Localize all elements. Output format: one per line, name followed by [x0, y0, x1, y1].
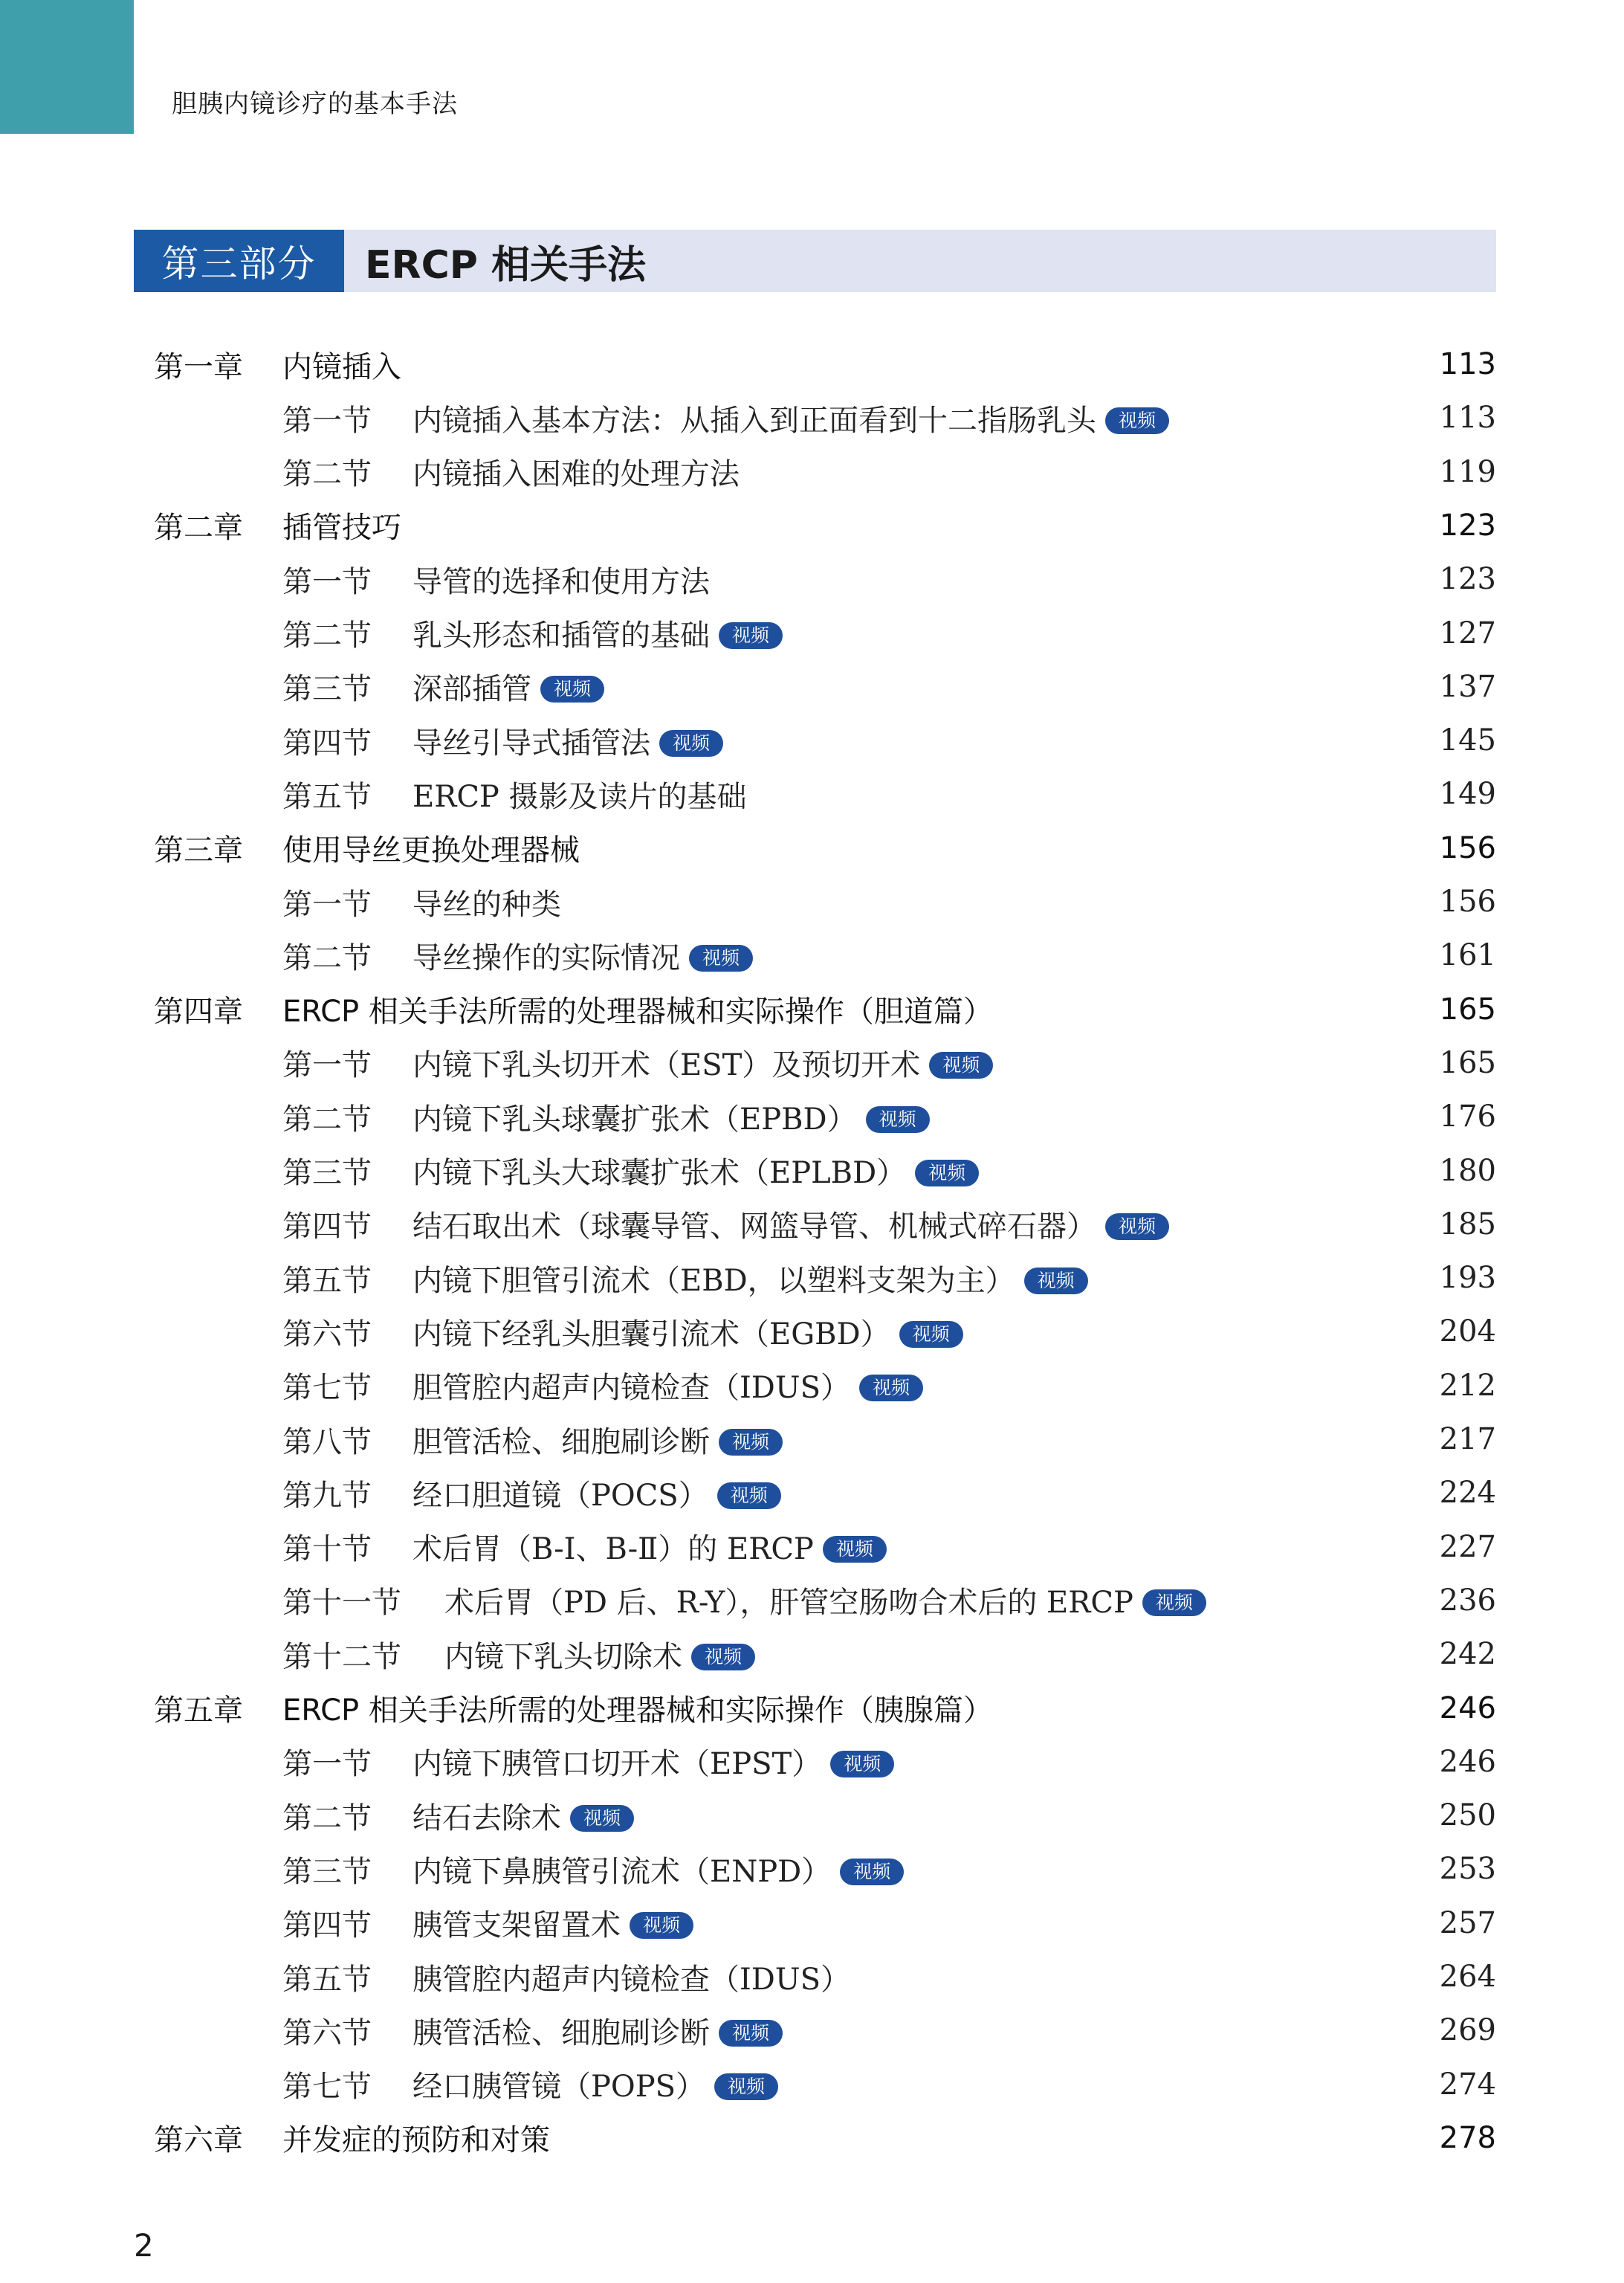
chapter-title — [282, 343, 401, 386]
section-page: 236 — [1439, 1583, 1496, 1618]
video-badge[interactable]: 视频 — [719, 1429, 783, 1456]
section-number: 第二节 — [282, 1801, 372, 1835]
section-number: 第一节 — [282, 403, 372, 438]
section-number: 第四节 — [282, 1908, 372, 1943]
chapter-page: 278 — [1439, 2120, 1496, 2155]
toc-section-row[interactable] — [0, 445, 1624, 499]
section-number: 第二节 — [282, 457, 372, 492]
section-page: 119 — [1439, 454, 1496, 489]
chapter-title — [282, 827, 580, 869]
section-title-text: 结石取出术（球囊导管、网篮导管、机械式碎石器） — [413, 1210, 1096, 1244]
section-number: 第一节 — [282, 1747, 372, 1782]
toc-chapter-row[interactable] — [0, 1682, 1624, 1735]
section-number: 第一节 — [282, 887, 372, 922]
section-title — [413, 558, 710, 601]
section-title — [413, 1149, 979, 1192]
section-number: 第五节 — [282, 1263, 372, 1298]
chapter-title-text: 并发症的预防和对策 — [282, 2123, 550, 2158]
toc-section-row[interactable] — [0, 1574, 1624, 1627]
video-badge[interactable]: 视频 — [830, 1751, 894, 1777]
section-title — [413, 720, 723, 762]
toc-chapter-row[interactable] — [0, 983, 1624, 1036]
toc-section-row[interactable] — [0, 2058, 1624, 2111]
video-badge[interactable]: 视频 — [689, 945, 753, 972]
section-number: 第八节 — [282, 1424, 372, 1459]
video-badge[interactable]: 视频 — [899, 1321, 963, 1348]
section-number: 第六节 — [282, 2015, 372, 2050]
section-page: 149 — [1439, 777, 1496, 812]
section-title — [413, 1203, 1169, 1245]
chapter-title — [282, 988, 993, 1030]
section-number: 第一节 — [282, 564, 372, 599]
section-number: 第二节 — [282, 1102, 372, 1137]
section-number: 第一节 — [282, 1048, 372, 1083]
video-badge[interactable]: 视频 — [659, 730, 723, 757]
section-page: 212 — [1439, 1368, 1496, 1403]
chapter-title-text: 插管技巧 — [282, 511, 401, 546]
section-title-text: 内镜下胆管引流术（EBD，以塑料支架为主） — [413, 1263, 1015, 1298]
section-page: 180 — [1439, 1153, 1496, 1188]
video-badge[interactable]: 视频 — [840, 1859, 904, 1885]
section-page: 145 — [1439, 723, 1496, 758]
section-title-text: 导丝的种类 — [413, 887, 561, 922]
chapter-title-text: 内镜插入 — [282, 349, 401, 384]
chapter-number: 第二章 — [154, 511, 243, 546]
section-title — [413, 1364, 923, 1407]
corner-tab — [0, 0, 134, 134]
section-page: 204 — [1439, 1314, 1496, 1349]
section-number: 第四节 — [282, 1210, 372, 1244]
section-title-text: 内镜下鼻胰管引流术（ENPD） — [413, 1854, 832, 1889]
section-title — [413, 1848, 904, 1890]
running-head: 胆胰内镜诊疗的基本手法 — [172, 89, 458, 119]
section-title-text: 内镜下乳头球囊扩张术（EPBD） — [413, 1102, 857, 1137]
toc-section-row[interactable] — [0, 1896, 1624, 1950]
section-title — [413, 773, 747, 816]
section-page: 193 — [1439, 1261, 1496, 1296]
section-title-text: 胰管支架留置术 — [413, 1908, 621, 1943]
toc-section-row[interactable] — [0, 1789, 1624, 1842]
section-page: 161 — [1439, 938, 1496, 973]
chapter-page: 123 — [1439, 508, 1496, 543]
chapter-number: 第四章 — [154, 995, 243, 1030]
section-title — [413, 934, 753, 977]
video-badge[interactable]: 视频 — [1105, 407, 1169, 434]
chapter-number: 第五章 — [154, 1693, 243, 1728]
video-badge[interactable]: 视频 — [823, 1536, 887, 1563]
chapter-number: 第六章 — [154, 2123, 243, 2158]
section-title-text: 胰管腔内超声内镜检查（IDUS） — [413, 1962, 850, 1997]
video-badge[interactable]: 视频 — [1142, 1589, 1206, 1616]
video-badge[interactable]: 视频 — [1024, 1268, 1088, 1294]
toc-section-row[interactable] — [0, 1466, 1624, 1520]
section-title-text: 胆管腔内超声内镜检查（IDUS） — [413, 1371, 850, 1406]
section-title-text: 导丝操作的实际情况 — [413, 940, 680, 975]
section-title-text: 经口胆道镜（POCS） — [413, 1478, 708, 1513]
toc-section-row[interactable] — [0, 1144, 1624, 1198]
chapter-page: 246 — [1439, 1691, 1496, 1725]
video-badge[interactable]: 视频 — [570, 1805, 634, 1832]
toc-section-row[interactable] — [0, 1359, 1624, 1412]
section-title-text: 术后胃（B-Ⅰ、B-Ⅱ）的 ERCP — [413, 1532, 814, 1567]
chapter-page: 113 — [1439, 347, 1496, 381]
toc-chapter-row[interactable] — [0, 2111, 1624, 2165]
chapter-title-text: ERCP 相关手法所需的处理器械和实际操作（胰腺篇） — [282, 1693, 993, 1728]
part-banner — [134, 230, 1496, 292]
toc-section-row[interactable] — [0, 1090, 1624, 1143]
chapter-title-text: ERCP 相关手法所需的处理器械和实际操作（胆道篇） — [282, 995, 993, 1030]
video-badge[interactable]: 视频 — [717, 1482, 781, 1509]
toc-section-row[interactable] — [0, 714, 1624, 767]
section-number: 第三节 — [282, 1854, 372, 1889]
section-title — [413, 1257, 1088, 1299]
section-title-text: ERCP 摄影及读片的基础 — [413, 779, 747, 814]
section-title — [413, 1525, 887, 1568]
section-title — [413, 1311, 963, 1353]
section-page: 242 — [1439, 1637, 1496, 1672]
section-number: 第九节 — [282, 1478, 372, 1513]
section-title-text: 胰管活检、细胞刷诊断 — [413, 2015, 710, 2050]
chapter-title — [282, 2116, 550, 2159]
toc-section-row[interactable] — [0, 1842, 1624, 1896]
video-badge[interactable]: 视频 — [929, 1052, 993, 1079]
section-page: 224 — [1439, 1476, 1496, 1511]
section-page: 227 — [1439, 1529, 1496, 1564]
section-title-text: 内镜下乳头大球囊扩张术（EPLBD） — [413, 1156, 907, 1190]
section-title-text: 内镜下乳头切开术（EST）及预切开术 — [413, 1048, 921, 1083]
section-page: 123 — [1439, 562, 1496, 597]
chapter-title-text: 使用导丝更换处理器械 — [282, 833, 580, 868]
toc-section-row[interactable] — [0, 1305, 1624, 1358]
toc-section-row[interactable] — [0, 1251, 1624, 1305]
video-badge[interactable]: 视频 — [859, 1375, 923, 1401]
video-badge[interactable]: 视频 — [630, 1912, 693, 1939]
section-title — [413, 612, 783, 654]
section-page: 274 — [1439, 2067, 1496, 2102]
toc-section-row[interactable] — [0, 607, 1624, 660]
section-number: 第十一节 — [282, 1586, 401, 1621]
section-title-text: 内镜下乳头切除术 — [444, 1639, 682, 1674]
toc-section-row[interactable] — [0, 875, 1624, 929]
video-badge[interactable]: 视频 — [540, 676, 604, 703]
section-page: 113 — [1439, 401, 1496, 436]
section-title-text: 内镜下胰管口切开术（EPST） — [413, 1747, 822, 1782]
toc-section-row[interactable] — [0, 1627, 1624, 1681]
section-title — [413, 881, 561, 923]
video-badge[interactable]: 视频 — [1105, 1213, 1169, 1240]
section-number: 第四节 — [282, 726, 372, 761]
section-title — [413, 665, 604, 708]
chapter-title — [282, 504, 401, 546]
chapter-page: 165 — [1439, 992, 1496, 1027]
section-page: 269 — [1439, 2013, 1496, 2048]
chapter-page: 156 — [1439, 830, 1496, 865]
video-badge[interactable]: 视频 — [719, 622, 783, 649]
section-page: 253 — [1439, 1852, 1496, 1887]
section-number: 第七节 — [282, 2070, 372, 2105]
section-page: 250 — [1439, 1798, 1496, 1833]
toc-section-row[interactable] — [0, 552, 1624, 606]
section-number: 第二节 — [282, 940, 372, 975]
toc-section-row[interactable] — [0, 391, 1624, 445]
toc-chapter-row[interactable] — [0, 821, 1624, 875]
toc-section-row[interactable] — [0, 1198, 1624, 1251]
section-title-text: 结石去除术 — [413, 1801, 561, 1835]
section-page: 246 — [1439, 1744, 1496, 1779]
toc-section-row[interactable] — [0, 2003, 1624, 2057]
section-page: 257 — [1439, 1905, 1496, 1940]
toc-section-row[interactable] — [0, 929, 1624, 982]
section-page: 137 — [1439, 669, 1496, 704]
toc-section-row[interactable] — [0, 1520, 1624, 1574]
video-badge[interactable]: 视频 — [915, 1160, 979, 1186]
toc-section-row[interactable] — [0, 1036, 1624, 1090]
section-number: 第二节 — [282, 619, 372, 653]
video-badge[interactable]: 视频 — [714, 2073, 778, 2100]
section-title — [413, 2063, 778, 2105]
section-page: 176 — [1439, 1099, 1496, 1134]
section-title-text: 内镜下经乳头胆囊引流术（EGBD） — [413, 1317, 890, 1352]
part-title: ERCP 相关手法 — [365, 242, 646, 288]
section-title-text: 导丝引导式插管法 — [413, 726, 650, 761]
section-title — [413, 1472, 781, 1514]
section-page: 165 — [1439, 1045, 1496, 1080]
section-title — [444, 1633, 755, 1676]
section-title — [413, 2009, 783, 2052]
section-title-text: 深部插管 — [413, 672, 531, 707]
chapter-title — [282, 1687, 993, 1729]
video-badge[interactable]: 视频 — [866, 1106, 930, 1133]
section-title-text: 术后胃（PD 后、R-Y），肝管空肠吻合术后的 ERCP — [444, 1586, 1133, 1621]
toc-chapter-row[interactable] — [0, 499, 1624, 552]
section-page: 185 — [1439, 1207, 1496, 1241]
toc-section-row[interactable] — [0, 1950, 1624, 2003]
section-title — [413, 1418, 783, 1461]
section-number: 第三节 — [282, 1156, 372, 1190]
video-badge[interactable]: 视频 — [719, 2020, 783, 2047]
section-number: 第五节 — [282, 1962, 372, 1997]
section-title-text: 导管的选择和使用方法 — [413, 564, 710, 599]
section-title-text: 内镜插入基本方法：从插入到正面看到十二指肠乳头 — [413, 403, 1096, 438]
toc-section-row[interactable] — [0, 1735, 1624, 1789]
section-number: 第五节 — [282, 779, 372, 814]
page-number: 2 — [134, 2227, 154, 2264]
section-title-text: 内镜插入困难的处理方法 — [413, 457, 740, 492]
section-page: 127 — [1439, 616, 1496, 650]
toc-section-row[interactable] — [0, 767, 1624, 821]
section-number: 第六节 — [282, 1317, 372, 1352]
section-page: 217 — [1439, 1422, 1496, 1456]
section-title — [413, 397, 1169, 439]
section-page: 264 — [1439, 1960, 1496, 1994]
section-title — [413, 1956, 850, 1998]
toc-section-row[interactable] — [0, 660, 1624, 714]
section-number: 第三节 — [282, 672, 372, 707]
section-number: 第十节 — [282, 1532, 372, 1567]
section-title — [413, 451, 740, 493]
section-title — [413, 1042, 993, 1084]
part-label: 第三部分 — [134, 230, 344, 292]
chapter-number: 第三章 — [154, 833, 243, 868]
section-title — [413, 1096, 930, 1138]
section-title — [444, 1579, 1206, 1621]
video-badge[interactable]: 视频 — [691, 1644, 755, 1670]
section-number: 第七节 — [282, 1371, 372, 1406]
chapter-number: 第一章 — [154, 349, 243, 384]
section-title-text: 经口胰管镜（POPS） — [413, 2070, 706, 2105]
section-title — [413, 1795, 634, 1837]
section-title — [413, 1902, 693, 1944]
toc-section-row[interactable] — [0, 1412, 1624, 1466]
toc-chapter-row[interactable] — [0, 338, 1624, 391]
section-number: 第十二节 — [282, 1639, 401, 1674]
section-title-text: 胆管活检、细胞刷诊断 — [413, 1424, 710, 1459]
section-page: 156 — [1439, 885, 1496, 919]
section-title-text: 乳头形态和插管的基础 — [413, 619, 710, 653]
section-title — [413, 1740, 894, 1783]
